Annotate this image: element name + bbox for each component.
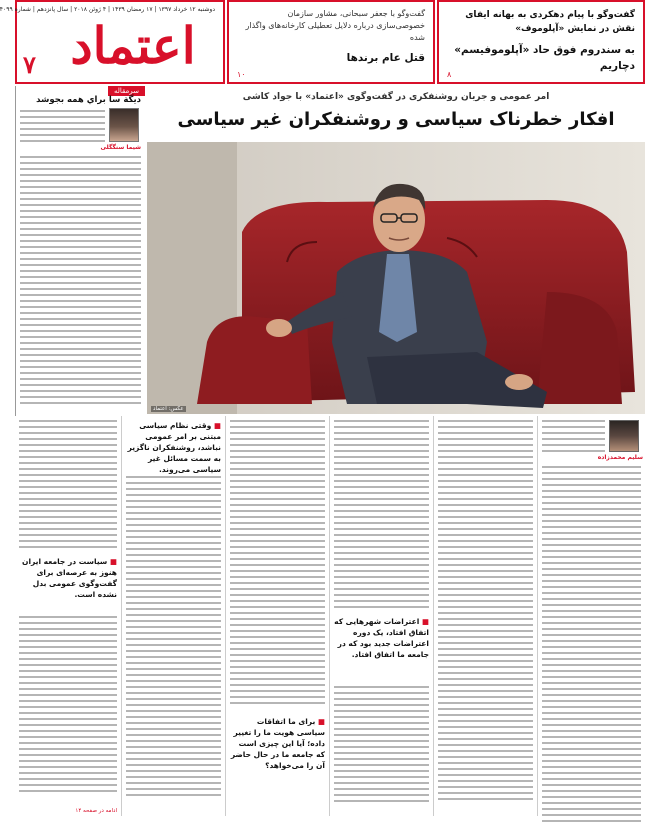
pull-quote [230, 716, 325, 771]
pull-quote [126, 420, 221, 475]
pull-quote [19, 556, 117, 600]
photo-credit: عکس: اعتماد [153, 406, 184, 412]
teaser-title: قتل عام برندها [346, 52, 425, 64]
pull-quote [334, 616, 429, 660]
bullet-icon: ■ [211, 421, 221, 430]
column-text [334, 420, 429, 612]
column-text [542, 420, 605, 456]
bullet-icon: ■ [107, 557, 117, 566]
lead-headline [147, 86, 645, 142]
svg-text:اعتماد: اعتماد [70, 16, 196, 75]
article-body [15, 416, 645, 820]
editorial-text [20, 110, 105, 146]
editorial-sidebar [15, 86, 145, 416]
lead-title[interactable]: افکار خطرناک سیاسی و روشنفکران غیر سیاسی [177, 109, 615, 130]
masthead [0, 0, 225, 84]
main-photo [147, 142, 645, 414]
page-number: ۷ [23, 50, 36, 79]
teaser-right[interactable] [437, 0, 645, 84]
body-column-2 [433, 416, 537, 816]
interview-photo [147, 142, 645, 414]
column-text [19, 616, 117, 796]
teaser-middle[interactable] [227, 0, 435, 84]
teaser-kicker: گفت‌وگو با پیام دهکردی به بهانه ایفای نقش در نمایش «آپلوموف» [465, 10, 635, 34]
column-text [438, 420, 533, 804]
teaser-page: ۸ [447, 70, 452, 79]
page-header [0, 0, 645, 84]
newspaper-logo[interactable] [45, 15, 221, 77]
body-column-5 [121, 416, 225, 816]
body-column-6 [15, 416, 121, 816]
editorial-text [20, 156, 141, 408]
body-column-1 [537, 416, 645, 816]
pull-quote-text: برای ما اتفاقات سیاسی هویت ما را تغییر داده؛ آیا این چیزی است که جامعه ما در حال حاضر آن را می‌خواهد؟ [230, 717, 325, 770]
column-text [230, 420, 325, 708]
pull-quote-text: سیاست در جامعه ایران هنوز به عرصه‌ای برای گفت‌وگوی عمومی بدل نشده است. [22, 557, 117, 599]
bullet-icon: ■ [315, 717, 325, 726]
lead-kicker: امر عمومی و جریان روشنفکری در گفت‌وگوی «اعتماد» با جواد کاشی [242, 92, 550, 102]
editorial-tag: سرمقاله [108, 86, 145, 96]
column-text [126, 476, 221, 800]
author-name: شیما سنگگلی [100, 144, 141, 151]
pull-quote-text: وقتی نظام سیاسی مبتنی بر امر عمومی نباشد، روشنفکران ناگزیر به سمت مسائل غیر سیاسی می‌روند. [127, 421, 221, 474]
editorial-title[interactable]: ديگة سا براي همه بجوشد [36, 95, 141, 105]
bullet-icon: ■ [419, 617, 429, 626]
column-text [334, 686, 429, 806]
column-text [19, 420, 117, 552]
logo-graphic [45, 15, 221, 77]
date-line: دوشنبه ۱۲ خرداد ۱۳۹۷ | ۱۷ رمضان ۱۴۳۹ | ۴ ژوئن ۲۰۱۸ | سال پانزدهم | شماره ۴۰۹۹ [0, 6, 215, 13]
body-column-4 [225, 416, 329, 816]
pull-quote-text: اعتراضات شهرهایی که اتفاق افتاد، یک دوره اعتراضات جدید بود که در جامعه ما اتفاق افتاد. [334, 617, 429, 659]
teaser-title: به سندروم فوق حاد «آپلوموفیسم» دچاریم [454, 44, 635, 72]
body-column-3 [329, 416, 433, 816]
column-text [542, 466, 641, 826]
author-photo [109, 108, 139, 142]
teaser-page: ۱۰ [237, 70, 246, 79]
interviewer-name: سلیم محمدزاده [597, 454, 643, 461]
teaser-kicker: گفت‌وگو با جعفر سبحانی، مشاور سازمان خصوصی‌سازی درباره دلایل تعطیلی کارخانه‌های واگذار شده [245, 9, 425, 42]
continued-note[interactable]: ادامه در صفحه ۱۴ [75, 808, 117, 814]
interviewer-photo [609, 420, 639, 452]
